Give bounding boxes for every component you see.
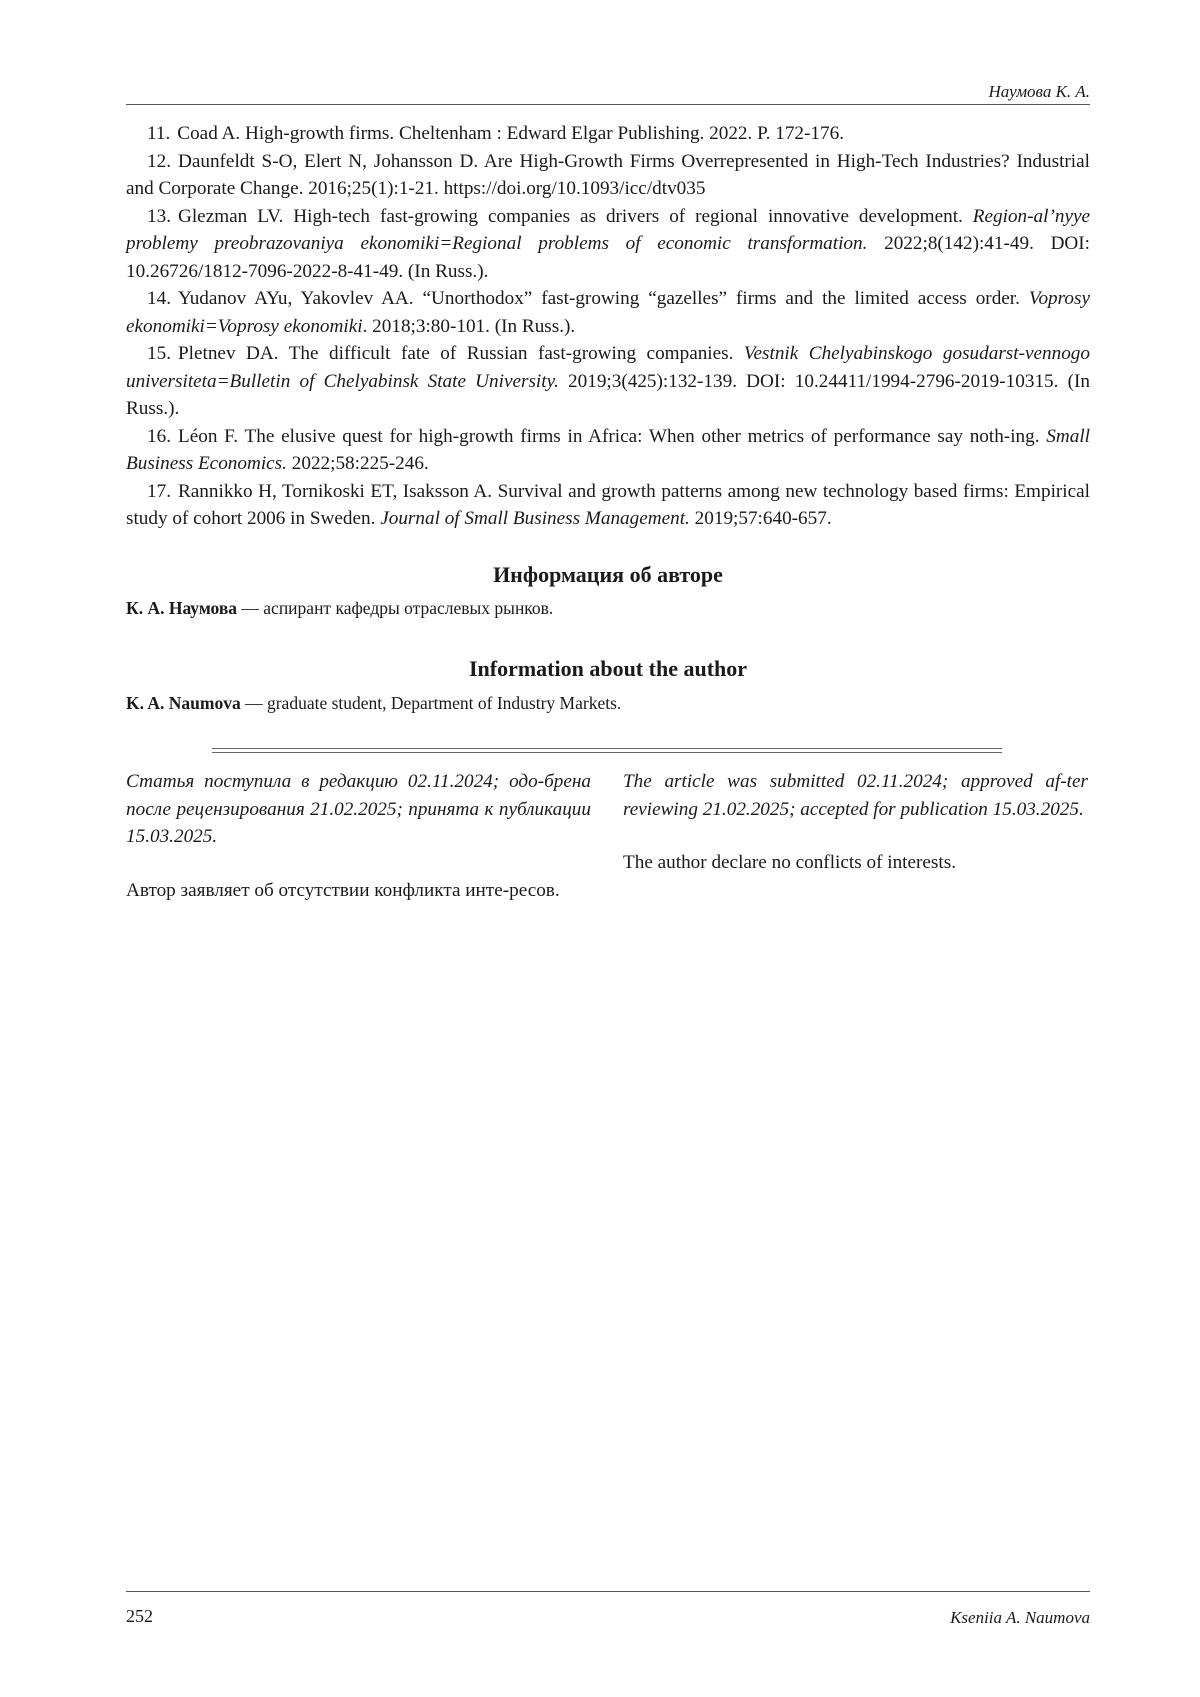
reference-text: Rannikko H, Tornikoski ET, Isaksson A. Survival and growth patterns among new technology based firms: Empirical study of cohort 2006 in Sweden. xyxy=(126,480,1090,529)
reference-tail: . 2018;3:80-101. (In Russ.). xyxy=(362,315,576,337)
running-header-author: Наумова К. А. xyxy=(988,82,1090,101)
author-info-title-ru: Информация об авторе xyxy=(493,562,723,587)
reference-tail: 2022;8(142):41-49. DOI: 10.26726/1812-7096-2022-8-41-49. (In Russ.). xyxy=(126,233,1091,282)
reference-item xyxy=(126,148,1090,203)
page-footer xyxy=(126,1591,1090,1627)
reference-journal: Small Business Economics. xyxy=(126,425,1090,474)
author-description-ru: — аспирант кафедры отраслевых рынков. xyxy=(237,598,554,618)
reference-number: 14. xyxy=(147,288,171,309)
reference-tail: 2022;58:225-246. xyxy=(286,453,429,474)
reference-journal: Vestnik Chelyabinskogo gosudarst-vennogo universiteta=Bulletin of Chelyabinsk State University. xyxy=(126,343,1090,392)
reference-number: 17. xyxy=(147,480,171,502)
article-dates-en: The article was submitted 02.11.2024; approved af-ter reviewing 21.02.2025; accepted for publication 15.03.2025. xyxy=(623,771,1088,820)
reference-text: Glezman LV. High-tech fast-growing companies as drivers of regional innovative development. xyxy=(177,205,973,227)
author-name-ru: К. А. Наумова xyxy=(126,598,238,618)
reference-text: Daunfeldt S-O, Elert N, Johansson D. Are High-Growth Firms Overrepresented in High-Tech Industries? Industrial and Corporate Change. 2016;25(1):1-21. https://doi.org/10.1093/icc/dtv035 xyxy=(126,150,1090,199)
reference-item xyxy=(126,285,1090,340)
reference-text: Yudanov AYu, Yakovlev AA. “Unorthodox” fast-growing “gazelles” firms and the limited access order. xyxy=(177,288,1029,309)
author-info-line-ru xyxy=(126,598,1090,619)
reference-item xyxy=(126,478,1090,533)
author-info-line-en xyxy=(126,693,1090,714)
reference-text: Coad A. High-growth firms. Cheltenham : Edward Elgar Publishing. 2022. P. 172-176. xyxy=(177,123,844,144)
reference-tail: 2019;57:640-657. xyxy=(689,508,832,529)
conflict-statement-en: The author declare no conflicts of interests. xyxy=(623,852,956,873)
conflict-statement-ru: Автор заявляет об отсутствии конфликта инте-ресов. xyxy=(126,879,560,901)
reference-journal: Journal of Small Business Management. xyxy=(380,508,690,529)
page-number: 252 xyxy=(126,1606,153,1626)
running-header xyxy=(126,72,1090,105)
reference-text: Pletnev DA. The difficult fate of Russian fast-growing companies. xyxy=(177,343,744,364)
article-meta-en xyxy=(623,768,1088,877)
reference-number: 12. xyxy=(147,150,171,172)
reference-number: 13. xyxy=(147,205,171,227)
reference-tail: 2019;3(425):132-139. DOI: 10.24411/1994-2796-2019-10315. (In Russ.). xyxy=(126,370,1090,419)
author-description-en: — graduate student, Department of Industry Markets. xyxy=(240,693,622,713)
section-divider xyxy=(212,748,1002,753)
reference-journal: Voprosy ekonomiki=Voprosy ekonomiki xyxy=(126,288,1090,337)
article-meta-ru xyxy=(126,768,591,904)
reference-number: 15. xyxy=(147,343,171,364)
reference-text: Léon F. The elusive quest for high-growth firms in Africa: When other metrics of performance say noth-ing. xyxy=(177,425,1047,447)
article-dates-ru: Статья поступила в редакцию 02.11.2024; одо-брена после рецензирования 21.02.2025; принята к публикации 15.03.2025. xyxy=(126,771,591,847)
footer-author: Kseniia A. Naumova xyxy=(950,1608,1090,1627)
reference-number: 16. xyxy=(147,425,171,447)
author-info-title-en: Information about the author xyxy=(468,656,748,681)
reference-journal: Region-al’nyye problemy preobrazovaniya ekonomiki=Regional problems of economic transformation. xyxy=(126,205,1090,254)
reference-number: 11. xyxy=(147,123,171,144)
reference-list xyxy=(126,120,1090,533)
author-name-en: K. A. Naumova xyxy=(126,693,241,713)
reference-item xyxy=(126,423,1090,478)
reference-item xyxy=(126,203,1090,286)
reference-item xyxy=(126,120,1090,148)
reference-item xyxy=(126,340,1090,423)
